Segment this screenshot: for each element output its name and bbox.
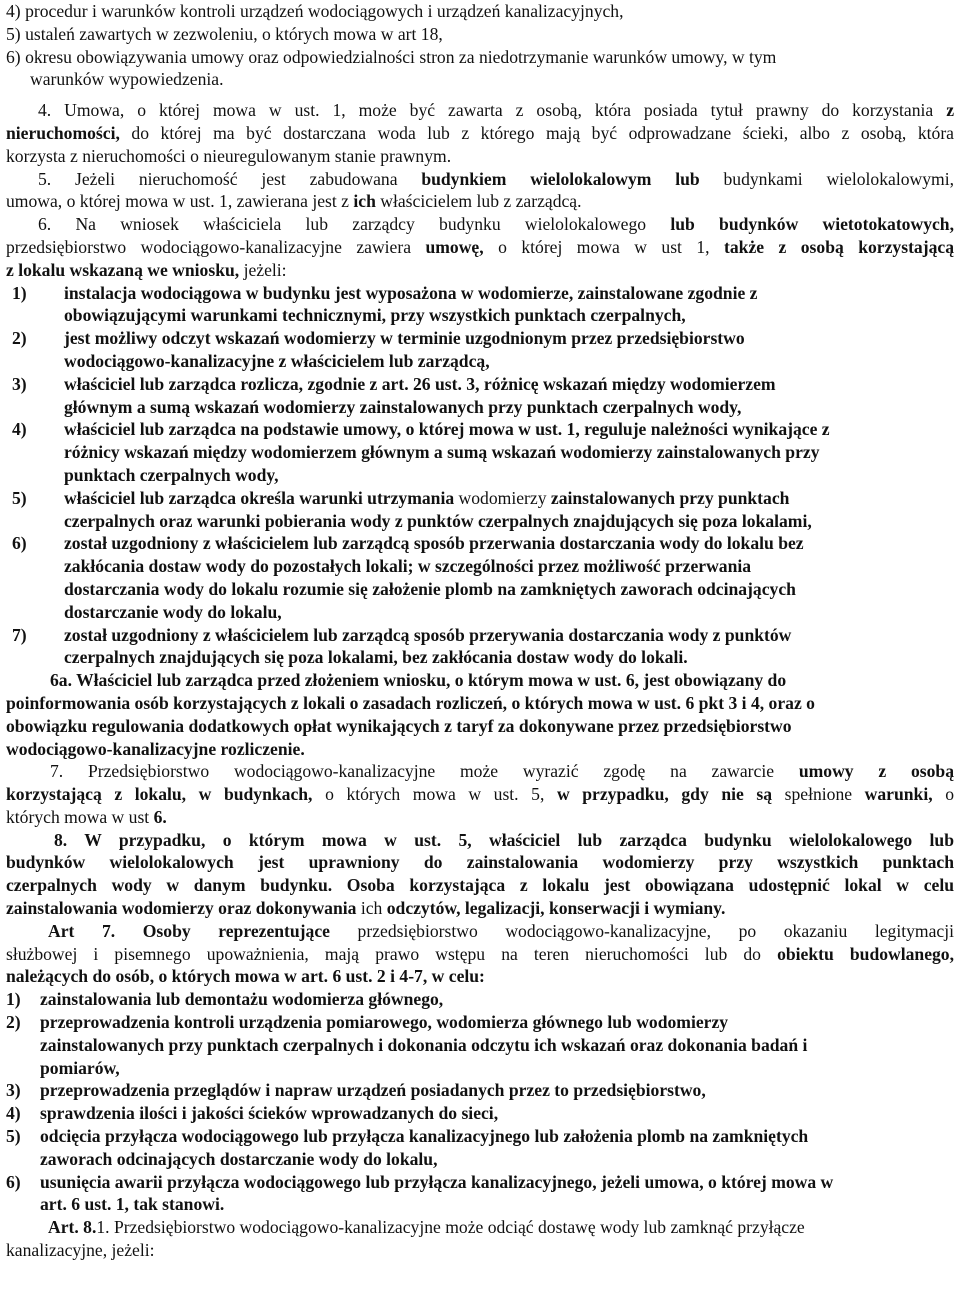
- article-7-list: [6, 988, 954, 1216]
- article-8: Art. 8.1. Przedsiębiorstwo wodociągowo-kanalizacyjne może odciąć dostawę wody lub zamknąć przyłącze kanalizacyjne, jeżeli:: [6, 1217, 805, 1261]
- list-item: 5) odcięcia przyłącza wodociągowego lub przyłącza kanalizacyjnego lub założenia plomb na zamkniętych zaworach odcinających dostarczanie wody do lokalu,: [6, 1126, 809, 1169]
- list-item: 7) został uzgodniony z właścicielem lub zarządcą sposób przerywania dostarczania wody z punktów czerpalnych znajdujących się poza lokalami, bez zakłócania dostaw wody do lokali.: [12, 624, 792, 668]
- list-item: 5) właściciel lub zarządca określa warunki utrzymania wodomierzy zainstalowanych przy punktach czerpalnych oraz warunki pobierania wody z punktów czerpalnych znajdujących się poza lokalami,: [12, 487, 812, 531]
- paragraph-4: 4. Umowa, o której mowa w ust. 1, może być zawarta z osobą, która posiada tytuł prawny do korzystania z nieruchomości, do której ma być dostarczana woda lub z którego mają być odprowadzane ścieki, albo z osobą, która korzysta z nieruchomości o nieuregulowanym stanie prawnym.: [6, 100, 954, 166]
- paragraph-6: 6. Na wniosek właściciela lub zarządcy budynku wielolokalowego lub budynków wietotokatowych, przedsiębiorstwo wodociągowo-kanalizacyjne zawiera umowę, o której mowa w ust 1, także z osobą korzystającą z lokalu wskazaną we wniosku, jeżeli:: [6, 214, 954, 280]
- article-7: Art 7. Osoby reprezentujące przedsiębiorstwo wodociągowo-kanalizacyjne, po okazaniu legitymacji służbowej i pisemnego upoważnienia, mają prawo wstępu na teren nieruchomości lub do obiektu budowlanego, należących do osób, o których mowa w art. 6 ust. 2 i 4-7, w celu:: [6, 920, 954, 987]
- list-item: 2) przeprowadzenia kontroli urządzenia pomiarowego, wodomierza głównego lub wodomierzy zainstalowanych przy punktach czerpalnych i dokonania odczytu ich wskazań oraz dokonania badań i pomiarów,: [6, 1012, 808, 1078]
- list-item: 2) jest możliwy odczyt wskazań wodomierzy w terminie uzgodnionym przez przedsiębiorstwo wodociągowo-kanalizacyjne z właścicielem lub zarządcą,: [12, 328, 745, 371]
- list-item: 5) ustaleń zawartych w zezwoleniu, o których mowa w art 18,: [6, 23, 443, 44]
- list-item: 3) właściciel lub zarządca rozlicza, zgodnie z art. 26 ust. 3, różnicę wskazań między wodomierzem głównym a sumą wskazań wodomierzy zainstalowanych przy punktach czerpalnych wody,: [12, 373, 776, 417]
- paragraph-6a: 6a. Właściciel lub zarządca przed złożeniem wniosku, o którym mowa w ust. 6, jest obowiązany do poinformowania osób korzystających z lokali o zasadach rozliczeń, o których mowa w ust. 6 pkt 3 i 4, oraz o obowiązku regulowania dodatkowych opłat wynikających z taryf za dokonywane przez przedsiębiorstwo wodociągowo-kanalizacyjne rozliczenie.: [6, 670, 815, 759]
- top-list: [6, 0, 954, 91]
- list-item: 1) zainstalowania lub demontażu wodomierza głównego,: [6, 989, 444, 1010]
- paragraph-6-list: [6, 282, 954, 670]
- list-item: 4) właściciel lub zarządca na podstawie umowy, o której mowa w ust. 1, reguluje należności wynikające z różnicy wskazań między wodomierzem głównym a sumą wskazań wodomierzy zainstalowanych przy punktach czerpalnych wody,: [12, 419, 830, 485]
- list-item-continuation: warunków wypowiedzenia.: [30, 69, 224, 90]
- list-item: 6) usunięcia awarii przyłącza wodociągowego lub przyłącza kanalizacyjnego, jeżeli umowa, o której mowa w art. 6 ust. 1, tak stanowi.: [6, 1171, 834, 1215]
- list-item: 4) procedur i warunków kontroli urządzeń wodociągowych i urządzeń kanalizacyjnych,: [6, 1, 624, 21]
- list-item: 6) okresu obowiązywania umowy oraz odpowiedzialności stron za niedotrzymanie warunków umowy, w tym: [6, 46, 777, 67]
- list-item: 6) został uzgodniony z właścicielem lub zarządcą sposób przerwania dostarczania wody do lokalu bez zakłócania dostaw wody do pozostałych lokali; w szczególności przez możliwość przerwania dostarczania wody do lokalu rozumie się założenie plomb na zamkniętych zaworach odcinających dostarczanie wody do lokalu,: [12, 533, 804, 622]
- paragraph-5: 5. Jeżeli nieruchomość jest zabudowana budynkiem wielolokalowym lub budynkami wielolokalowymi, umowa, o której mowa w ust. 1, zawierana jest z ich właścicielem lub z zarządcą.: [6, 168, 954, 212]
- paragraph-7: 7. Przedsiębiorstwo wodociągowo-kanalizacyjne może wyrazić zgodę na zawarcie umowy z osobą korzystającą z lokalu, w budynkach, o których mowa w ust. 5, w przypadku, gdy nie są spełnione warunki, o których mowa w ust 6.: [6, 761, 954, 827]
- list-item: 1) instalacja wodociągowa w budynku jest wyposażona w wodomierze, zainstalowane zgodnie z obowiązującymi warunkami technicznymi, przy wszystkich punktach czerpalnych,: [12, 282, 758, 326]
- list-item: 4) sprawdzenia ilości i jakości ścieków wprowadzanych do sieci,: [6, 1103, 499, 1124]
- list-item: 3) przeprowadzenia przeglądów i napraw urządzeń posiadanych przez to przedsiębiorstwo,: [6, 1080, 706, 1101]
- paragraph-8: 8. W przypadku, o którym mowa w ust. 5, właściciel lub zarządca budynku wielolokalowego lub budynków wielolokalowych jest uprawniony do zainstalowania wodomierzy przy wszystkich punktach czerpalnych wody w danym budynku. Osoba korzystająca z lokalu jest obowiązana udostępnić lokal w celu zainstalowania wodomierzy oraz dokonywania ich odczytów, legalizacji, konserwacji i wymiany.: [6, 829, 954, 919]
